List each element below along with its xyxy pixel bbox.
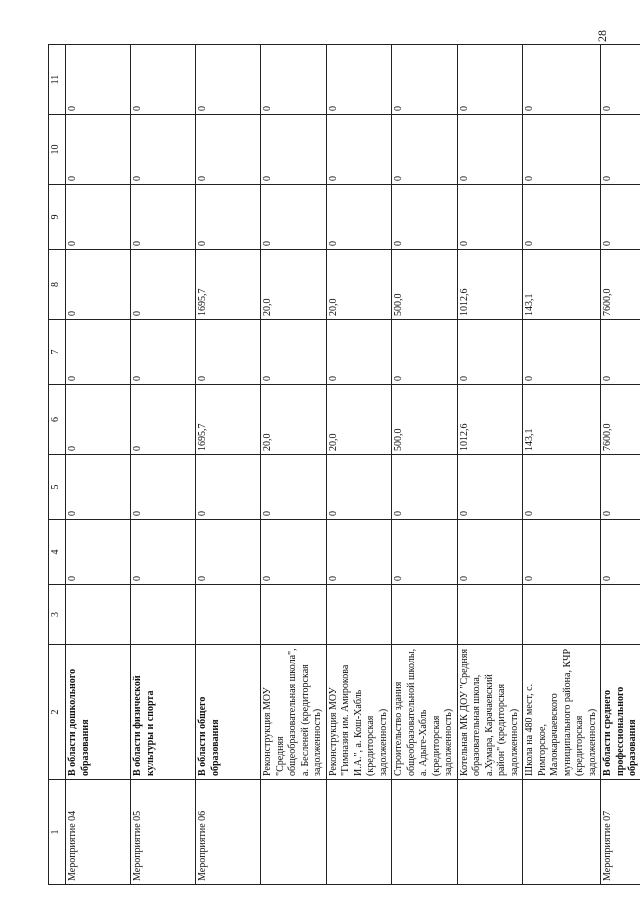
column-header: 4 bbox=[49, 520, 66, 585]
table-body bbox=[49, 45, 640, 885]
table-row bbox=[326, 45, 392, 885]
event-code-cell bbox=[326, 780, 392, 885]
table-row bbox=[131, 45, 196, 885]
value-cell: 0 bbox=[261, 45, 327, 115]
value-cell: 20,0 bbox=[326, 385, 392, 455]
value-cell: 0 bbox=[523, 45, 601, 115]
value-cell: 0 bbox=[457, 185, 523, 250]
value-cell: 1695,7 bbox=[196, 250, 261, 320]
column-header: 1 bbox=[49, 780, 66, 885]
value-cell: 0 bbox=[131, 320, 196, 385]
value-cell: 0 bbox=[392, 45, 458, 115]
event-code-cell bbox=[392, 780, 458, 885]
table-row bbox=[261, 45, 327, 885]
value-cell: 0 bbox=[457, 115, 523, 185]
value-cell: 0 bbox=[326, 455, 392, 520]
value-cell: 0 bbox=[601, 115, 640, 185]
table-row bbox=[196, 45, 261, 885]
value-cell: 0 bbox=[523, 320, 601, 385]
value-cell: 143,1 bbox=[523, 250, 601, 320]
value-cell: 0 bbox=[457, 520, 523, 585]
event-name-cell: Котельная МК ДОУ "Средняя образовательная школа, а.Хумара, Карачаевский район" (кредиторская задолженность) bbox=[457, 645, 523, 780]
value-cell: 0 bbox=[196, 185, 261, 250]
value-cell: 0 bbox=[326, 185, 392, 250]
value-cell: 500,0 bbox=[392, 250, 458, 320]
value-cell: 0 bbox=[196, 115, 261, 185]
value-cell: 20,0 bbox=[261, 250, 327, 320]
event-name-cell: Школа на 480 мест, с. Римгорское, Малокарачаевского муниципального района, КЧР (кредиторская задолженность) bbox=[523, 645, 601, 780]
value-cell: 7600,0 bbox=[601, 385, 640, 455]
event-name-cell: В области общего образования bbox=[196, 645, 261, 780]
rotated-table-wrapper bbox=[48, 45, 640, 885]
column-header: 8 bbox=[49, 250, 66, 320]
value-cell: 0 bbox=[131, 455, 196, 520]
event-name-cell: В области дошкольного образования bbox=[66, 645, 131, 780]
value-cell: 1695,7 bbox=[196, 385, 261, 455]
value-cell: 0 bbox=[392, 455, 458, 520]
column-header: 10 bbox=[49, 115, 66, 185]
value-cell: 0 bbox=[326, 520, 392, 585]
value-cell: 0 bbox=[601, 520, 640, 585]
column-header: 9 bbox=[49, 185, 66, 250]
value-cell: 0 bbox=[66, 455, 131, 520]
budget-table bbox=[48, 44, 640, 885]
value-cell: 0 bbox=[392, 185, 458, 250]
event-code-cell bbox=[457, 780, 523, 885]
value-cell: 0 bbox=[196, 455, 261, 520]
value-cell: 0 bbox=[457, 320, 523, 385]
column-header: 5 bbox=[49, 455, 66, 520]
value-cell: 0 bbox=[601, 45, 640, 115]
value-cell: 0 bbox=[131, 45, 196, 115]
value-cell: 0 bbox=[196, 520, 261, 585]
value-cell: 0 bbox=[196, 320, 261, 385]
value-cell: 0 bbox=[196, 45, 261, 115]
column-header: 3 bbox=[49, 585, 66, 645]
page-number: 28 bbox=[595, 30, 609, 42]
value-cell: 1012,6 bbox=[457, 385, 523, 455]
event-code-cell: Мероприятие 05 bbox=[131, 780, 196, 885]
value-cell: 0 bbox=[601, 185, 640, 250]
value-cell: 0 bbox=[392, 320, 458, 385]
value-cell: 0 bbox=[131, 115, 196, 185]
value-cell: 20,0 bbox=[261, 385, 327, 455]
value-cell: 0 bbox=[523, 520, 601, 585]
value-cell bbox=[66, 585, 131, 645]
value-cell bbox=[261, 585, 327, 645]
value-cell: 0 bbox=[523, 455, 601, 520]
value-cell: 0 bbox=[392, 115, 458, 185]
value-cell: 0 bbox=[131, 250, 196, 320]
value-cell: 0 bbox=[261, 520, 327, 585]
event-code-cell: Мероприятие 06 bbox=[196, 780, 261, 885]
value-cell: 0 bbox=[66, 520, 131, 585]
value-cell: 500,0 bbox=[392, 385, 458, 455]
table-header-row bbox=[49, 45, 66, 885]
event-code-cell bbox=[523, 780, 601, 885]
value-cell: 0 bbox=[66, 115, 131, 185]
value-cell: 0 bbox=[326, 115, 392, 185]
value-cell: 0 bbox=[326, 45, 392, 115]
value-cell: 143,1 bbox=[523, 385, 601, 455]
value-cell: 0 bbox=[261, 185, 327, 250]
value-cell: 0 bbox=[261, 115, 327, 185]
column-header: 2 bbox=[49, 645, 66, 780]
event-code-cell bbox=[261, 780, 327, 885]
value-cell bbox=[196, 585, 261, 645]
value-cell bbox=[523, 585, 601, 645]
value-cell: 20,0 bbox=[326, 250, 392, 320]
value-cell: 0 bbox=[66, 320, 131, 385]
value-cell: 0 bbox=[326, 320, 392, 385]
value-cell bbox=[131, 585, 196, 645]
value-cell: 0 bbox=[523, 185, 601, 250]
value-cell: 0 bbox=[131, 520, 196, 585]
value-cell: 0 bbox=[601, 320, 640, 385]
column-header: 11 bbox=[49, 45, 66, 115]
column-header: 7 bbox=[49, 320, 66, 385]
value-cell: 0 bbox=[261, 320, 327, 385]
value-cell: 0 bbox=[131, 185, 196, 250]
value-cell: 1012,6 bbox=[457, 250, 523, 320]
table-row bbox=[457, 45, 523, 885]
value-cell bbox=[457, 585, 523, 645]
table-row bbox=[392, 45, 458, 885]
table-row bbox=[601, 45, 640, 885]
value-cell bbox=[392, 585, 458, 645]
value-cell: 0 bbox=[392, 520, 458, 585]
value-cell: 0 bbox=[66, 185, 131, 250]
value-cell: 0 bbox=[523, 115, 601, 185]
column-header: 6 bbox=[49, 385, 66, 455]
value-cell: 0 bbox=[457, 455, 523, 520]
event-name-cell: Реконструкция МОУ "Средняя общеобразовательная школа", а. Бесленей (кредиторская задолженность) bbox=[261, 645, 327, 780]
table-row bbox=[523, 45, 601, 885]
value-cell bbox=[326, 585, 392, 645]
table-row bbox=[66, 45, 131, 885]
value-cell: 0 bbox=[66, 45, 131, 115]
event-code-cell: Мероприятие 07 bbox=[601, 780, 640, 885]
value-cell bbox=[601, 585, 640, 645]
value-cell: 0 bbox=[261, 455, 327, 520]
event-name-cell: В области физической культуры и спорта bbox=[131, 645, 196, 780]
event-name-cell: Строительство здания общеобразовательной школы, а. Адыге-Хабль (кредиторская задолженность) bbox=[392, 645, 458, 780]
event-name-cell: Реконструкция МОУ "Гимназия им. Амирокова И.А.", а. Кош-Хабль (кредиторская задолженность) bbox=[326, 645, 392, 780]
event-name-cell: В области среднего профессионального образования bbox=[601, 645, 640, 780]
value-cell: 0 bbox=[66, 250, 131, 320]
value-cell: 0 bbox=[457, 45, 523, 115]
value-cell: 7600,0 bbox=[601, 250, 640, 320]
value-cell: 0 bbox=[601, 455, 640, 520]
value-cell: 0 bbox=[66, 385, 131, 455]
event-code-cell: Мероприятие 04 bbox=[66, 780, 131, 885]
value-cell: 0 bbox=[131, 385, 196, 455]
